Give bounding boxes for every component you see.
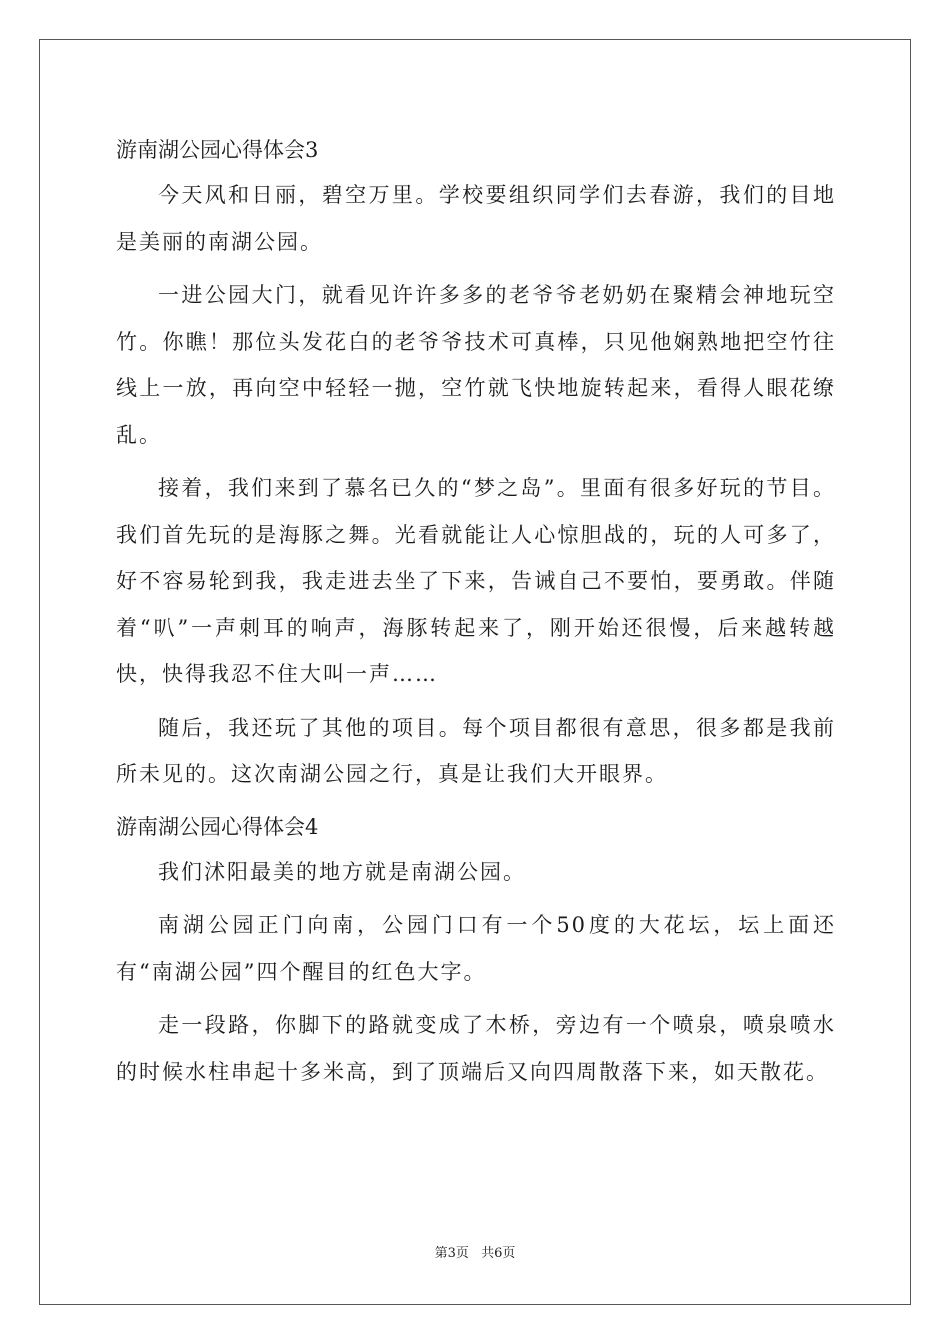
section-heading: 游南湖公园心得体会4 [116, 814, 319, 839]
page-number: 第3页 [434, 1246, 469, 1261]
paragraph: 走一段路，你脚下的路就变成了木桥，旁边有一个喷泉，喷泉喷水的时候水柱串起十多米高，到了顶端后又向四周散落下来，如天散花。 [116, 1013, 836, 1084]
paragraph: 今天风和日丽，碧空万里。学校要组织同学们去春游，我们的目地是美丽的南湖公园。 [116, 183, 836, 254]
paragraph: 一进公园大门，就看见许许多多的老爷爷老奶奶在聚精会神地玩空竹。你瞧！那位头发花白的老爷爷技术可真棒，只见他娴熟地把空竹往线上一放，再向空中轻轻一抛，空竹就飞快地旋转起来，看得人眼花缭乱。 [116, 283, 836, 447]
paragraph: 随后，我还玩了其他的项目。每个项目都很有意思，很多都是我前所未见的。这次南湖公园之行，真是让我们大开眼界。 [116, 715, 836, 786]
paragraph: 南湖公园正门向南，公园门口有一个50度的大花坛，坛上面还有“南湖公园”四个醒目的红色大字。 [116, 913, 836, 984]
section-heading: 游南湖公园心得体会3 [116, 138, 319, 162]
document-body [116, 128, 836, 1102]
page-total: 共6页 [481, 1246, 516, 1261]
paragraph: 接着，我们来到了慕名已久的“梦之岛”。里面有很多好玩的节目。我们首先玩的是海豚之舞。光看就能让人心惊胆战的，玩的人可多了，好不容易轮到我，我走进去坐了下来，告诫自己不要怕，要勇敢。伴随着“叭”一声刺耳的响声，海豚转起来了，刚开始还很慢，后来越转越快，快得我忍不住大叫一声…… [116, 476, 836, 686]
paragraph: 我们沭阳最美的地方就是南湖公园。 [158, 859, 526, 884]
page-footer [0, 1246, 950, 1262]
